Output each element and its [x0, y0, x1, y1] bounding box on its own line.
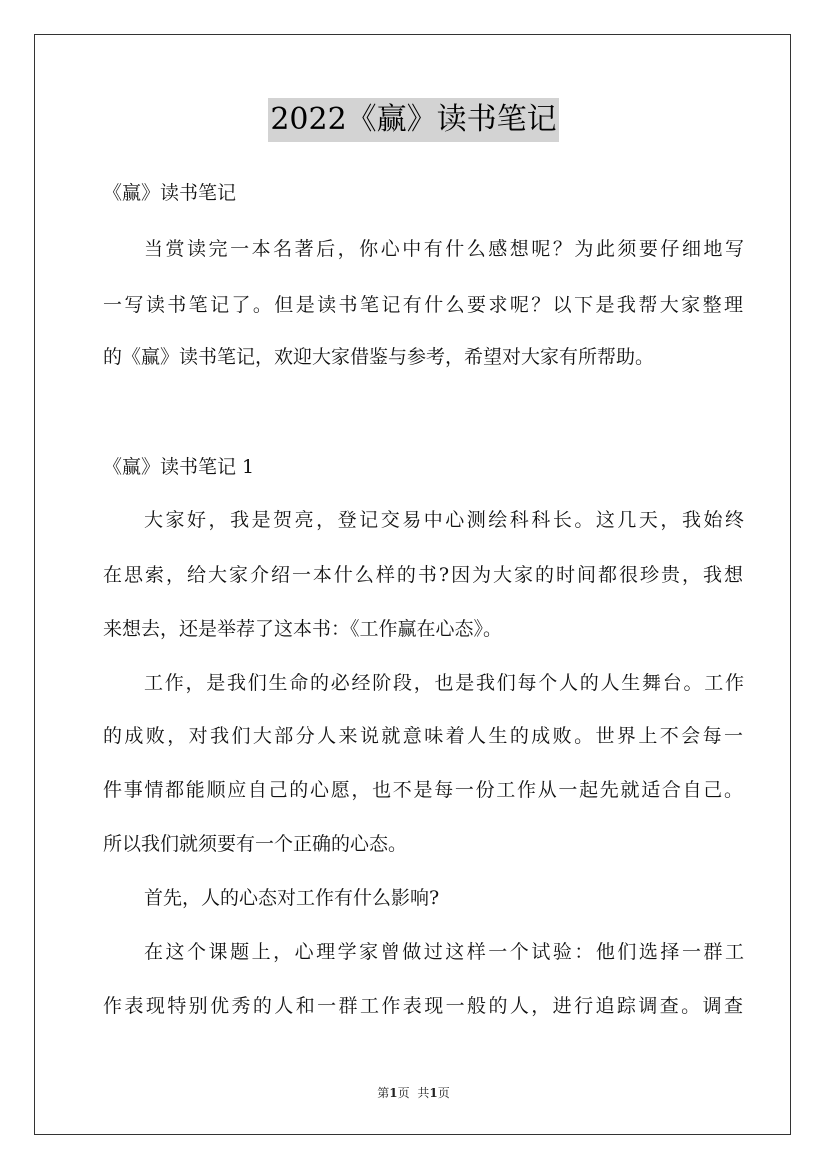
paragraph-line: 件事情都能顺应自己的心愿，也不是每一份工作从一起先就适合自己。 [103, 779, 743, 801]
paragraph-line: 来想去，还是举荐了这本书：《工作赢在心态》。 [103, 618, 503, 640]
paragraph-line: 在这个课题上，心理学家曾做过这样一个试验：他们选择一群工 [144, 941, 744, 963]
document-title: 2022《赢》读书笔记 [268, 98, 558, 142]
paragraph-line: 工作，是我们生命的必经阶段，也是我们每个人的人生舞台。工作 [144, 672, 744, 694]
page-label-pre: 第 [377, 1086, 390, 1100]
page-label-post: 页 [397, 1086, 410, 1100]
paragraph-line: 首先，人的心态对工作有什么影响? [144, 887, 440, 909]
title-wrap [0, 98, 827, 142]
section-heading: 《赢》读书笔记 1 [103, 456, 255, 478]
paragraph-line: 当赏读完一本名著后，你心中有什么感想呢？为此须要仔细地写 [144, 238, 744, 260]
total-pages: 1 [429, 1086, 438, 1100]
paragraph-line: 在思索，给大家介绍一本什么样的书?因为大家的时间都很珍贵，我想 [103, 564, 743, 586]
paragraph-line: 大家好，我是贺亮，登记交易中心测绘科科长。这几天，我始终 [144, 509, 744, 531]
page-number: 1 [389, 1086, 398, 1100]
total-label-pre: 共 [417, 1086, 430, 1100]
paragraph-line: 所以我们就须要有一个正确的心态。 [103, 833, 408, 855]
section-heading: 《赢》读书笔记 [103, 182, 237, 204]
page-footer [0, 1084, 827, 1101]
paragraph-line: 的《赢》读书笔记，欢迎大家借鉴与参考，希望对大家有所帮助。 [103, 346, 655, 368]
paragraph-line: 的成败，对我们大部分人来说就意味着人生的成败。世界上不会每一 [103, 725, 743, 747]
total-label-post: 页 [437, 1086, 450, 1100]
paragraph-line: 作表现特别优秀的人和一群工作表现一般的人，进行追踪调查。调查 [103, 995, 743, 1017]
paragraph-line: 一写读书笔记了。但是读书笔记有什么要求呢？以下是我帮大家整理 [103, 294, 743, 316]
